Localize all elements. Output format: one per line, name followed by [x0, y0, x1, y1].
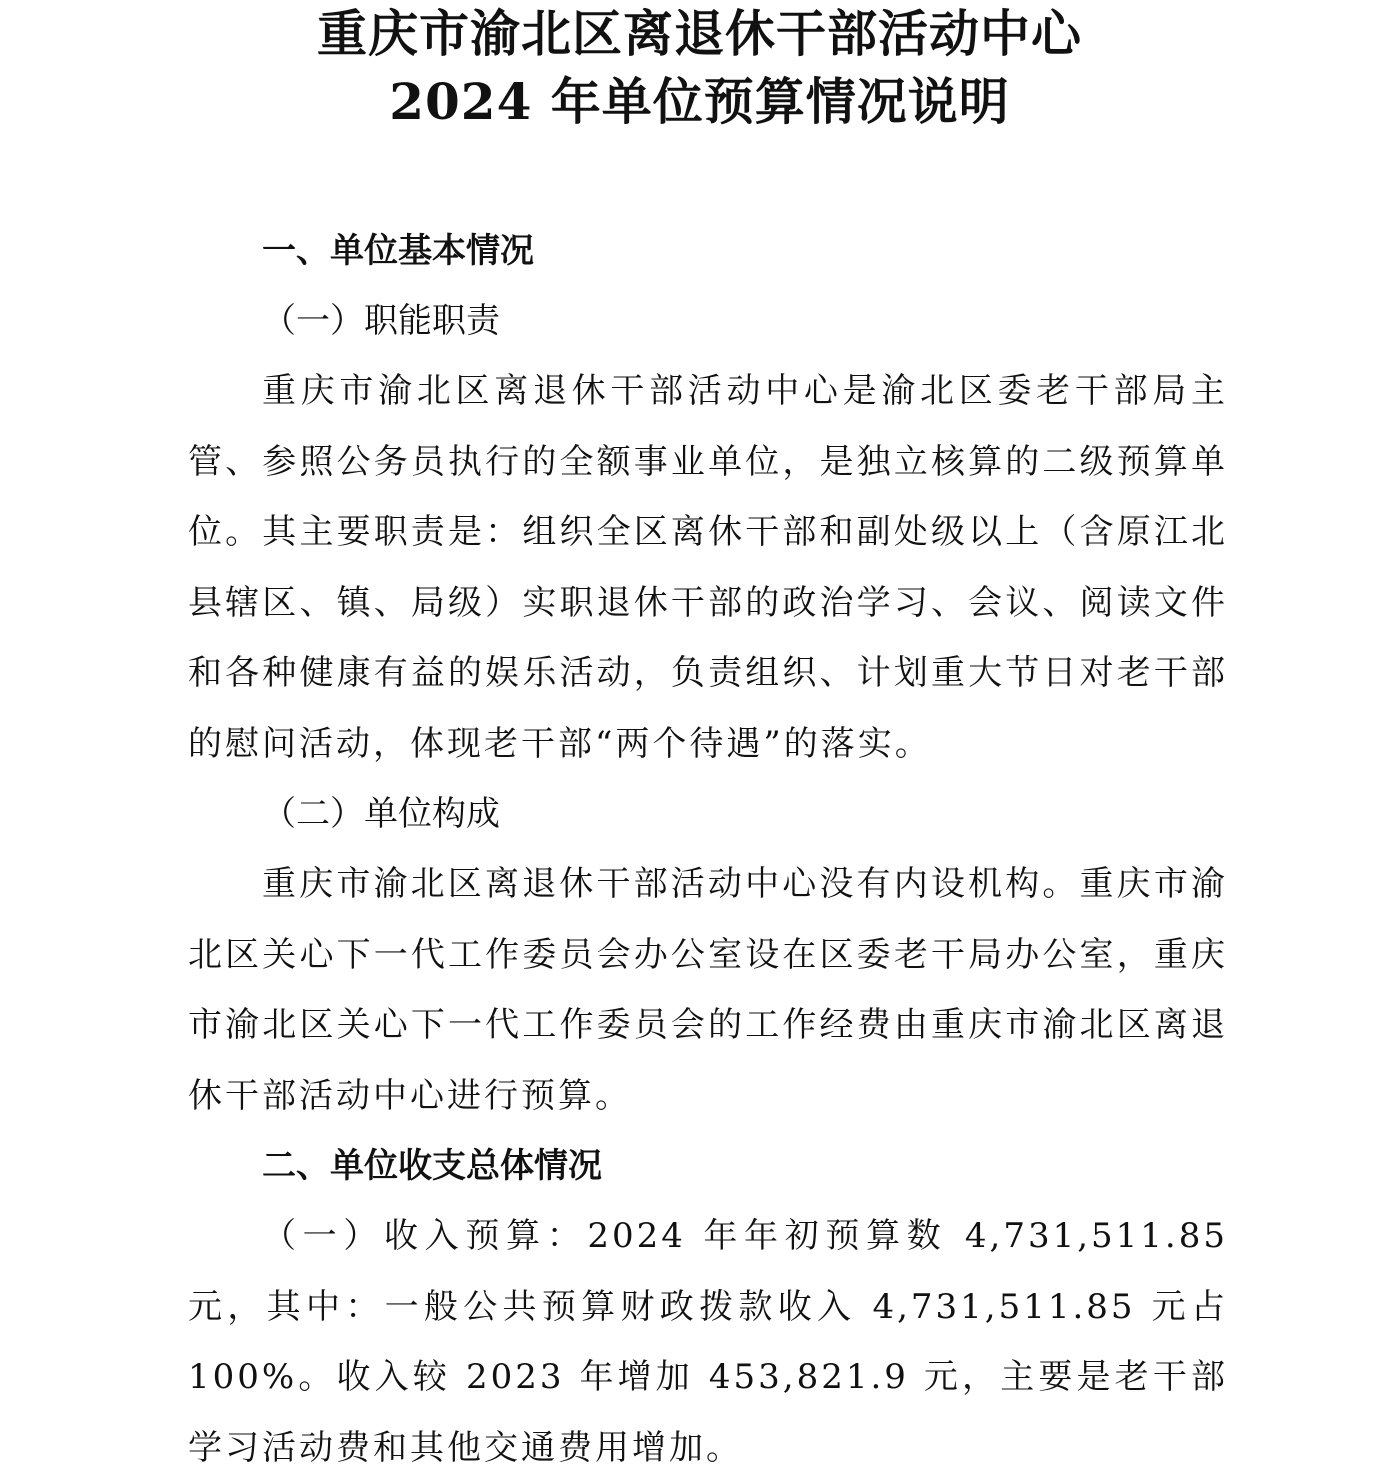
document-title-line1: 重庆市渝北区离退休干部活动中心 — [317, 4, 1082, 63]
section-1-sub2-paragraph: 重庆市渝北区离退休干部活动中心没有内设机构。重庆市渝北区关心下一代工作委员会办公室设在区委老干局办公室，重庆市渝北区关心下一代工作委员会的工作经费由重庆市渝北区离退休干部活动中心进行预算。 — [188, 864, 1228, 1116]
section-2-sub1-paragraph: （一）收入预算：2024 年年初预算数 4,731,511.85 元，其中：一般公共预算财政拨款收入 4,731,511.85 元占 100%。收入较 2023 年增加 453,821.9 元，主要是老干部学习活动费和其他交通费用增加。 — [188, 1216, 1228, 1468]
section-1-heading: 一、单位基本情况 — [262, 231, 534, 271]
section-1-sub2-title: （二）单位构成 — [262, 794, 500, 834]
document-body — [188, 216, 1228, 1483]
section-1-sub1-title: （一）职能职责 — [262, 301, 500, 341]
section-1-sub1-paragraph: 重庆市渝北区离退休干部活动中心是渝北区委老干部局主管、参照公务员执行的全额事业单位，是独立核算的二级预算单位。其主要职责是：组织全区离休干部和副处级以上（含原江北县辖区、镇、局级）实职退休干部的政治学习、会议、阅读文件和各种健康有益的娱乐活动，负责组织、计划重大节日对老干部的慰问活动，体现老干部“两个待遇”的落实。 — [188, 371, 1228, 764]
section-2-heading: 二、单位收支总体情况 — [262, 1146, 602, 1186]
document-title-line2: 2024 年单位预算情况说明 — [389, 72, 1010, 131]
